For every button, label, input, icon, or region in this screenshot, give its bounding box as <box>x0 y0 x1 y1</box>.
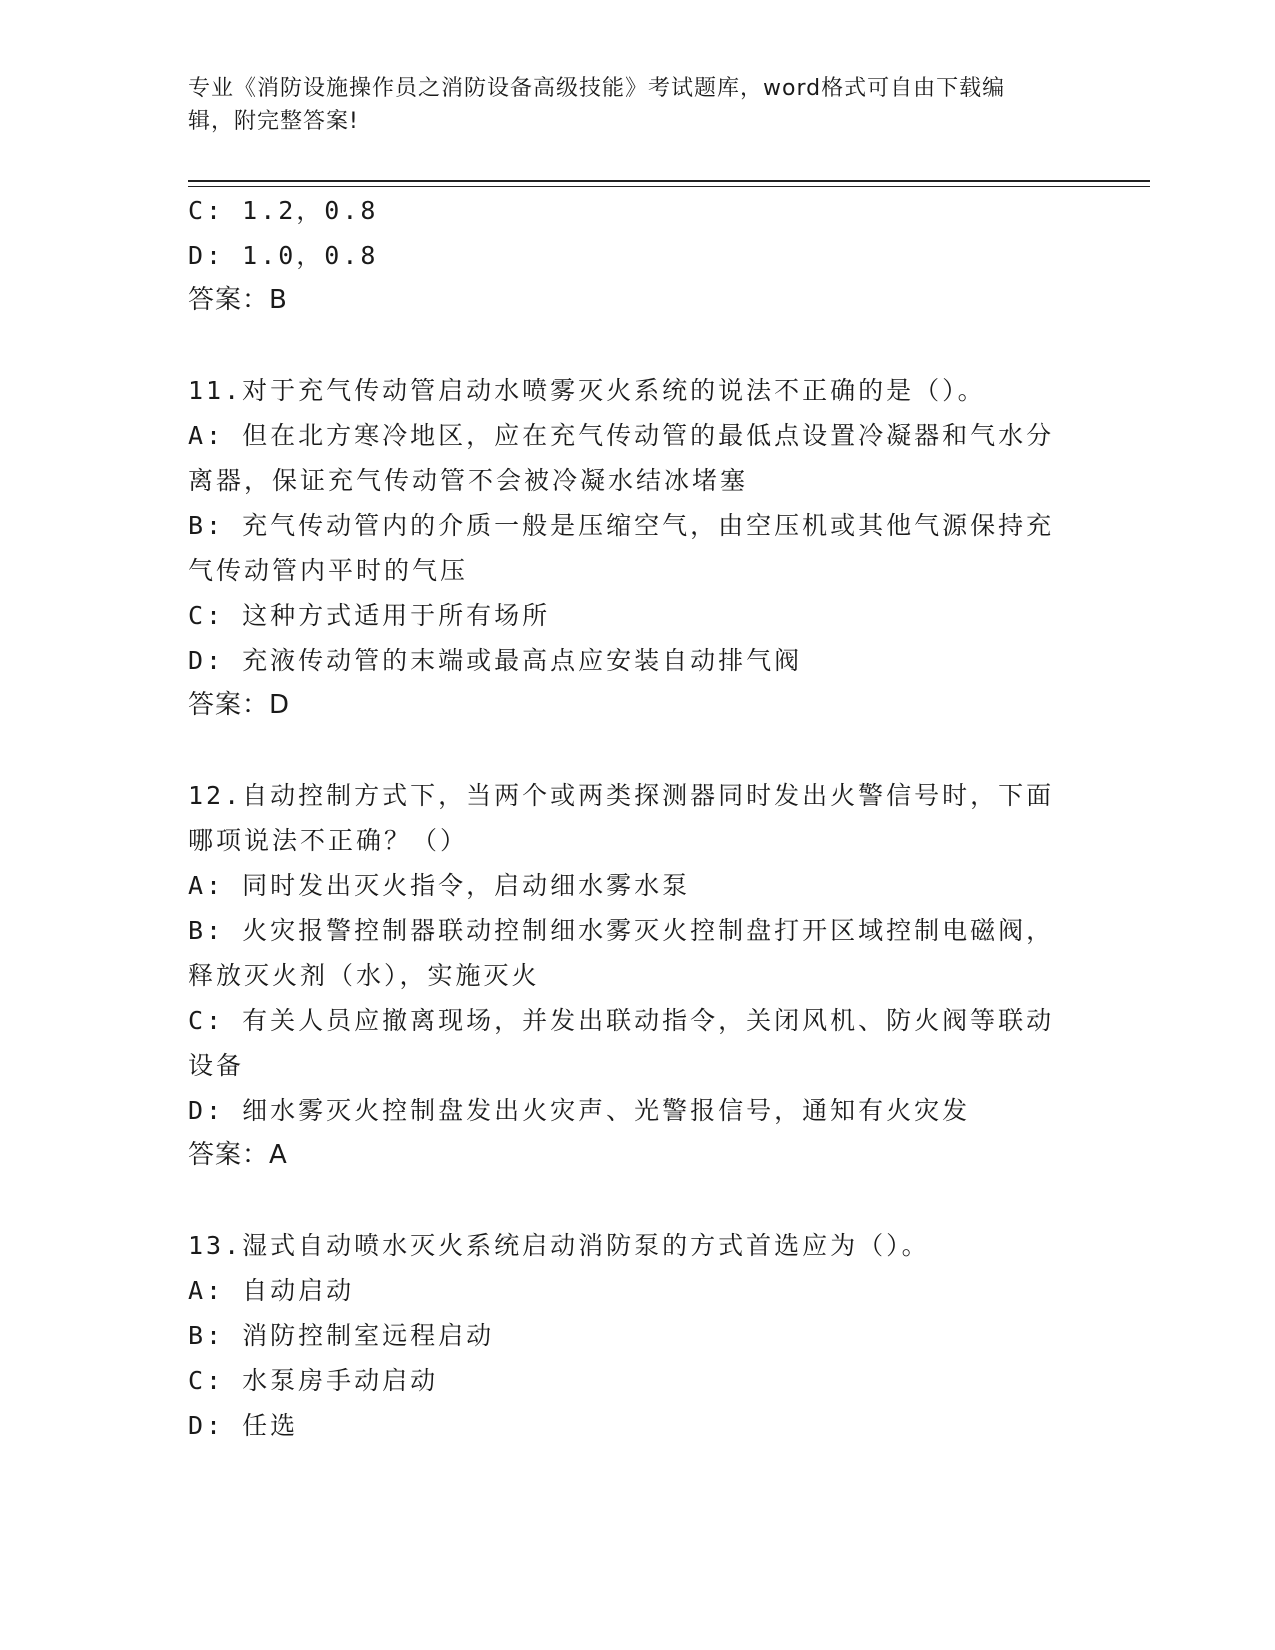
option-d-q10: D: 1.0，0.8 <box>188 241 379 270</box>
option-b-q11-cont: 气传动管内平时的气压 <box>188 556 469 585</box>
option-c-q12: C: 有关人员应撤离现场，并发出联动指令，关闭风机、防火阀等联动 <box>188 1006 1055 1035</box>
option-b-q13: B: 消防控制室远程启动 <box>188 1321 495 1350</box>
answer-q11: 答案：D <box>188 690 291 720</box>
spacer <box>188 1178 1068 1223</box>
question-13: 13.湿式自动喷水灭火系统启动消防泵的方式首选应为（）。 <box>188 1231 930 1260</box>
document-header <box>188 72 1068 138</box>
option-a-q12: A: 同时发出灭火指令，启动细水雾水泵 <box>188 871 691 900</box>
option-b-q12-cont: 释放灭火剂（水），实施灭火 <box>188 961 540 990</box>
answer-q10: 答案：B <box>188 285 288 315</box>
option-c-q13: C: 水泵房手动启动 <box>188 1366 439 1395</box>
question-12-cont: 哪项说法不正确？（） <box>188 826 469 855</box>
header-divider-thick <box>188 180 1150 182</box>
option-c-q12-cont: 设备 <box>188 1051 245 1080</box>
header-line-2: 辑，附完整答案! <box>188 109 359 134</box>
option-c-q10: C: 1.2，0.8 <box>188 196 379 225</box>
question-11: 11.对于充气传动管启动水喷雾灭火系统的说法不正确的是（）。 <box>188 376 986 405</box>
question-body <box>188 188 1068 1448</box>
option-d-q12: D: 细水雾灭火控制盘发出火灾声、光警报信号，通知有火灾发 <box>188 1096 971 1125</box>
option-a-q11-cont: 离器，保证充气传动管不会被冷凝水结冰堵塞 <box>188 466 749 495</box>
option-a-q13: A: 自动启动 <box>188 1276 355 1305</box>
option-a-q11: A: 但在北方寒冷地区，应在充气传动管的最低点设置冷凝器和气水分 <box>188 421 1055 450</box>
header-divider-thin <box>188 186 1150 187</box>
spacer <box>188 323 1068 368</box>
option-b-q11: B: 充气传动管内的介质一般是压缩空气，由空压机或其他气源保持充 <box>188 511 1055 540</box>
option-d-q13: D: 任选 <box>188 1411 299 1440</box>
option-d-q11: D: 充液传动管的末端或最高点应安装自动排气阀 <box>188 646 803 675</box>
question-12: 12.自动控制方式下，当两个或两类探测器同时发出火警信号时，下面 <box>188 781 1055 810</box>
option-b-q12: B: 火灾报警控制器联动控制细水雾灭火控制盘打开区域控制电磁阀， <box>188 916 1055 945</box>
answer-q12: 答案：A <box>188 1140 288 1170</box>
header-line-1: 专业《消防设施操作员之消防设备高级技能》考试题库，word格式可自由下载编 <box>188 76 1006 101</box>
option-c-q11: C: 这种方式适用于所有场所 <box>188 601 551 630</box>
spacer <box>188 728 1068 773</box>
